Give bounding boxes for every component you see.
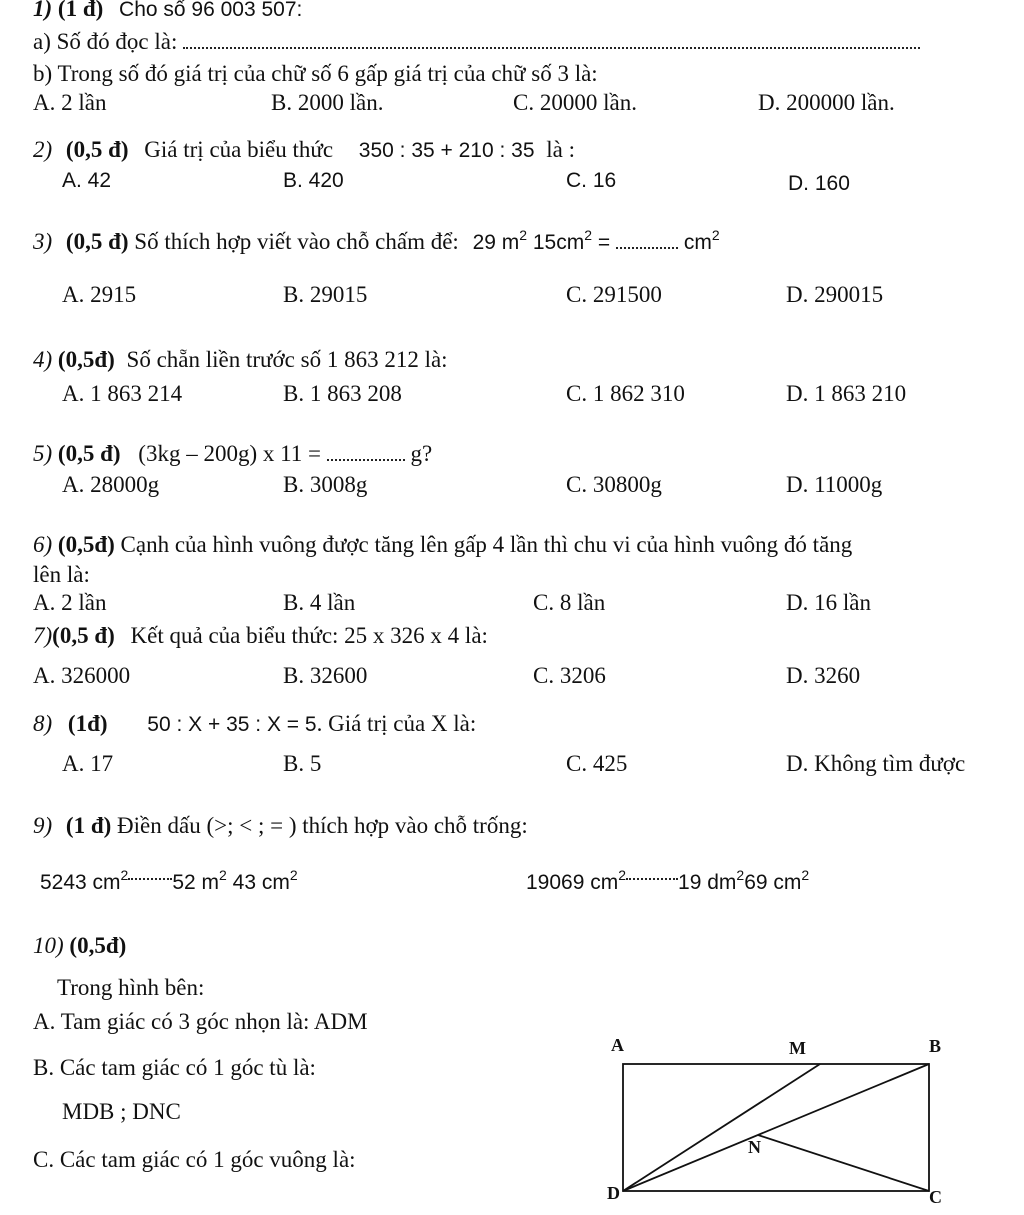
q10-statement-b: B. Các tam giác có 1 góc tù là:: [33, 1055, 316, 1080]
q1-a-label: a) Số đó đọc là:: [33, 29, 178, 54]
q5-option-a[interactable]: A. 28000g: [62, 472, 160, 497]
q7-text: Kết quả của biểu thức: 25 x 326 x 4 là:: [130, 623, 488, 648]
q3-option-c[interactable]: C. 291500: [566, 282, 662, 307]
q1-points: (1 đ): [57, 0, 104, 21]
q4-option-b[interactable]: B. 1 863 208: [283, 381, 402, 406]
q6-option-a[interactable]: A. 2 lần: [33, 590, 107, 615]
label-d: D: [607, 1183, 620, 1203]
segment-dm: [623, 1064, 820, 1191]
q8-number: 8): [33, 711, 53, 736]
q3-unit: cm: [683, 231, 712, 254]
q8-option-d[interactable]: D. Không tìm được: [786, 751, 966, 776]
q4-option-a[interactable]: A. 1 863 214: [62, 381, 183, 406]
q5-points: (0,5 đ): [57, 441, 121, 466]
q9-right-v3: 69 cm: [744, 871, 802, 894]
q2-number: 2): [33, 137, 53, 162]
q10-number: 10): [33, 933, 64, 958]
q1-part-b: b) Trong số đó giá trị của chữ số 6 gấp giá trị của chữ số 3 là:: [33, 61, 598, 86]
q7-option-b[interactable]: B. 32600: [283, 663, 368, 688]
q9-left-sq-2: 2: [219, 867, 227, 883]
q4-text: Số chẵn liền trước số 1 863 212 là:: [126, 347, 448, 372]
q9-number: 9): [33, 813, 53, 838]
q9-right-sq-1: 2: [618, 867, 627, 883]
q8-points: (1đ): [67, 711, 108, 736]
q9-left-sq-1: 2: [120, 867, 129, 883]
q8-option-b[interactable]: B. 5: [283, 751, 322, 776]
q5-number: 5): [33, 441, 53, 466]
q2-text: Giá trị của biểu thức: [144, 137, 334, 162]
q4-number: 4): [33, 347, 53, 372]
q6-option-c[interactable]: C. 8 lần: [533, 590, 606, 615]
q6-text: Cạnh của hình vuông được tăng lên gấp 4 lần thì chu vi của hình vuông đó tăng: [120, 532, 853, 557]
q1-option-c[interactable]: C. 20000 lần.: [513, 90, 637, 115]
label-m: M: [789, 1038, 806, 1058]
q1-number: 1): [33, 0, 53, 21]
q5-expression: (3kg – 200g) x 11 =: [138, 441, 321, 466]
q6-number: 6): [33, 532, 53, 557]
q7-points: (0,5 đ): [52, 623, 115, 648]
q9-left-v2: 52 m: [172, 871, 220, 894]
q9-left-v3: 43 cm: [226, 871, 290, 894]
q2-points: (0,5 đ): [65, 137, 129, 162]
q9-left-v1: 5243 cm: [40, 871, 121, 894]
q2-option-d[interactable]: D. 160: [788, 172, 850, 195]
q1-intro: Cho số 96 003 507:: [119, 0, 303, 21]
q3-option-a[interactable]: A. 2915: [62, 282, 137, 307]
q10-statement-b-answer: MDB ; DNC: [62, 1099, 181, 1124]
q6-option-b[interactable]: B. 4 lần: [283, 590, 356, 615]
q10-statement-c: C. Các tam giác có 1 góc vuông là:: [33, 1147, 356, 1172]
q8-text: . Giá trị của X là:: [316, 711, 477, 736]
q5-option-b[interactable]: B. 3008g: [283, 472, 368, 497]
segment-nc: [758, 1135, 929, 1191]
q4-option-d[interactable]: D. 1 863 210: [786, 381, 907, 406]
q10-points: (0,5đ): [69, 933, 127, 958]
q5-option-c[interactable]: C. 30800g: [566, 472, 662, 497]
q3-expr-cm: 15cm: [527, 231, 585, 254]
q5-tail: g?: [410, 441, 433, 466]
q1-option-a[interactable]: A. 2 lần: [33, 90, 107, 115]
q3-expr-m: 29 m: [472, 231, 520, 254]
q10-statement-a: A. Tam giác có 3 góc nhọn là: ADM: [33, 1009, 368, 1034]
q2-option-a[interactable]: A. 42: [62, 169, 112, 192]
q4-points: (0,5đ): [57, 347, 115, 372]
label-b: B: [929, 1036, 942, 1056]
q3-option-b[interactable]: B. 29015: [283, 282, 368, 307]
q3-sq-2: 2: [584, 227, 593, 243]
label-a: A: [611, 1035, 624, 1055]
label-n: N: [748, 1137, 761, 1157]
q6-points: (0,5đ): [57, 532, 115, 557]
q3-option-d[interactable]: D. 290015: [786, 282, 884, 307]
q5-option-d[interactable]: D. 11000g: [786, 472, 883, 497]
q7-number: 7): [33, 623, 53, 648]
q8-expression: 50 : X + 35 : X = 5: [147, 713, 317, 736]
q2-option-c[interactable]: C. 16: [566, 169, 617, 192]
q9-right-sq-3: 2: [801, 867, 810, 883]
q8-option-a[interactable]: A. 17: [62, 751, 114, 776]
q9-right-v2: 19 dm: [678, 871, 737, 894]
q3-equals: =: [592, 231, 611, 254]
q9-points: (1 đ): [65, 813, 112, 838]
q3-sq-1: 2: [519, 227, 528, 243]
q6-option-d[interactable]: D. 16 lần: [786, 590, 871, 615]
q7-option-d[interactable]: D. 3260: [786, 663, 861, 688]
segment-db: [623, 1064, 929, 1191]
q2-expression: 350 : 35 + 210 : 35: [358, 139, 535, 162]
q9-text: Điền dấu (>; < ; = ) thích hợp vào chỗ trống:: [117, 813, 528, 838]
q8-option-c[interactable]: C. 425: [566, 751, 628, 776]
q9-right-v1: 19069 cm: [526, 871, 619, 894]
q3-sq-3: 2: [711, 227, 720, 243]
q9-right-sq-2: 2: [736, 867, 745, 883]
label-c: C: [929, 1187, 942, 1207]
q3-points: (0,5 đ): [65, 229, 129, 254]
q3-text: Số thích hợp viết vào chỗ chấm để:: [134, 229, 459, 254]
q6-text-line-2: lên là:: [33, 562, 90, 587]
q7-option-a[interactable]: A. 326000: [33, 663, 131, 688]
q3-number: 3): [33, 229, 53, 254]
q7-option-c[interactable]: C. 3206: [533, 663, 606, 688]
q2-tail: là :: [546, 137, 576, 162]
q4-option-c[interactable]: C. 1 862 310: [566, 381, 685, 406]
q1-option-b[interactable]: B. 2000 lần.: [271, 90, 384, 115]
q1-option-d[interactable]: D. 200000 lần.: [758, 90, 895, 115]
q10-intro: Trong hình bên:: [57, 975, 205, 1000]
q2-option-b[interactable]: B. 420: [283, 169, 344, 192]
q9-left-sq-3: 2: [289, 867, 298, 883]
